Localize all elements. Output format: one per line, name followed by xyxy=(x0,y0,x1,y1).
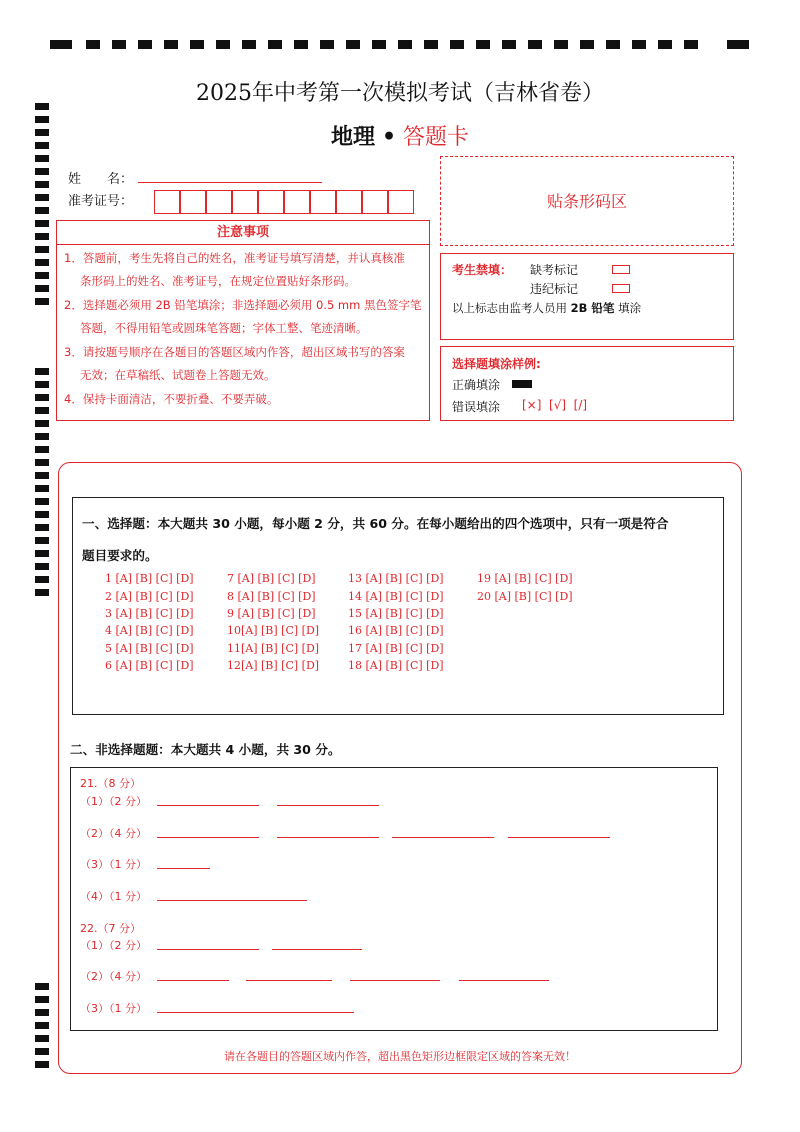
timing-mark xyxy=(35,181,49,188)
timing-mark xyxy=(35,368,49,375)
timing-mark xyxy=(35,394,49,401)
q22-part-label: （1）（2 分） xyxy=(80,939,147,952)
forbidden-note-prefix: 以上标志由监考人员用 xyxy=(452,301,567,315)
timing-mark xyxy=(35,194,49,201)
timing-mark xyxy=(35,983,49,990)
id-digit-cell[interactable] xyxy=(258,190,284,214)
timing-mark xyxy=(35,511,49,518)
wrong-fill-label: 错误填涂 xyxy=(452,400,501,414)
id-digit-cell[interactable] xyxy=(388,190,414,214)
answer-blank[interactable] xyxy=(157,805,259,806)
answer-blank[interactable] xyxy=(392,837,494,838)
mc-question-row[interactable]: 15 [A] [B] [C] [D] xyxy=(348,607,444,620)
timing-mark xyxy=(35,498,49,505)
timing-mark xyxy=(35,298,49,305)
sample-title: 选择题填涂样例: xyxy=(452,357,541,371)
name-field[interactable] xyxy=(138,182,322,183)
timing-mark xyxy=(346,40,360,49)
timing-mark xyxy=(50,40,72,49)
card-label: 答题卡 xyxy=(403,125,470,150)
mc-question-row[interactable]: 11[A] [B] [C] [D] xyxy=(227,642,320,655)
notice-title: 注意事项 xyxy=(57,221,429,245)
timing-mark xyxy=(35,1009,49,1016)
timing-mark xyxy=(35,1035,49,1042)
answer-blank[interactable] xyxy=(350,980,440,981)
answer-blank[interactable] xyxy=(459,980,549,981)
q21-part-label: （4）（1 分） xyxy=(80,890,147,903)
timing-mark xyxy=(35,996,49,1003)
notice-line: 1．答题前，考生先将自己的姓名，准考证号填写清楚，并认真核准 xyxy=(64,251,405,265)
free-response-box xyxy=(70,767,718,1031)
q22-label: 22.（7 分） xyxy=(80,922,141,935)
timing-mark xyxy=(554,40,568,49)
mc-question-row[interactable]: 6 [A] [B] [C] [D] xyxy=(105,659,194,672)
mc-question-row[interactable]: 13 [A] [B] [C] [D] xyxy=(348,572,444,585)
subject-label: 地理 xyxy=(330,124,375,150)
name-label: 姓 名： xyxy=(68,172,134,187)
notice-line: 3．请按题号顺序在各题目的答题区域内作答，超出区域书写的答案 xyxy=(64,345,405,359)
mc-heading-line2: 题目要求的。 xyxy=(82,548,158,563)
mc-question-row[interactable]: 12[A] [B] [C] [D] xyxy=(227,659,320,672)
timing-mark xyxy=(580,40,594,49)
q22-part-label: （3）（1 分） xyxy=(80,1002,147,1015)
timing-mark xyxy=(502,40,516,49)
timing-mark xyxy=(658,40,672,49)
card-title xyxy=(0,120,800,151)
timing-mark xyxy=(268,40,282,49)
violation-mark-box[interactable] xyxy=(612,284,630,293)
mc-question-row[interactable]: 20 [A] [B] [C] [D] xyxy=(477,590,573,603)
violation-label: 违纪标记 xyxy=(530,282,579,296)
id-digit-cell[interactable] xyxy=(310,190,336,214)
mc-question-row[interactable]: 14 [A] [B] [C] [D] xyxy=(348,590,444,603)
mc-question-row[interactable]: 3 [A] [B] [C] [D] xyxy=(105,607,194,620)
timing-mark xyxy=(35,246,49,253)
mc-question-row[interactable]: 1 [A] [B] [C] [D] xyxy=(105,572,194,585)
answer-blank[interactable] xyxy=(157,837,259,838)
title-dot: • xyxy=(381,124,397,150)
mc-question-row[interactable]: 18 [A] [B] [C] [D] xyxy=(348,659,444,672)
mc-question-row[interactable]: 9 [A] [B] [C] [D] xyxy=(227,607,316,620)
timing-mark xyxy=(294,40,308,49)
timing-mark xyxy=(35,537,49,544)
timing-mark xyxy=(35,155,49,162)
notice-line: 无效；在草稿纸、试题卷上答题无效。 xyxy=(80,368,276,382)
timing-mark xyxy=(35,563,49,570)
answer-blank[interactable] xyxy=(277,805,379,806)
notice-line: 答题，不得用铅笔或圆珠笔答题；字体工整、笔迹清晰。 xyxy=(80,321,368,335)
absent-mark-box[interactable] xyxy=(612,265,630,274)
mc-question-row[interactable]: 17 [A] [B] [C] [D] xyxy=(348,642,444,655)
answer-blank[interactable] xyxy=(157,980,229,981)
timing-mark xyxy=(138,40,152,49)
timing-mark xyxy=(684,40,698,49)
mc-question-row[interactable]: 2 [A] [B] [C] [D] xyxy=(105,590,194,603)
id-label: 准考证号： xyxy=(68,194,134,209)
mc-question-row[interactable]: 19 [A] [B] [C] [D] xyxy=(477,572,573,585)
timing-mark xyxy=(190,40,204,49)
mc-question-row[interactable]: 8 [A] [B] [C] [D] xyxy=(227,590,316,603)
timing-mark xyxy=(606,40,620,49)
footer-warning: 请在各题目的答题区域内作答，超出黑色矩形边框限定区域的答案无效！ xyxy=(224,1050,576,1063)
answer-blank[interactable] xyxy=(508,837,610,838)
timing-mark xyxy=(35,207,49,214)
answer-blank[interactable] xyxy=(157,868,210,869)
notice-line: 2．选择题必须用 2B 铅笔填涂；非选择题必须用 0.5 mm 黑色签字笔 xyxy=(64,298,422,312)
timing-mark xyxy=(35,472,49,479)
timing-mark xyxy=(216,40,230,49)
answer-blank[interactable] xyxy=(272,949,362,950)
answer-blank[interactable] xyxy=(246,980,332,981)
timing-mark xyxy=(450,40,464,49)
correct-fill-label: 正确填涂 xyxy=(452,378,501,392)
timing-mark xyxy=(35,220,49,227)
timing-mark xyxy=(86,40,100,49)
mc-question-row[interactable]: 4 [A] [B] [C] [D] xyxy=(105,624,194,637)
timing-mark xyxy=(320,40,334,49)
timing-mark xyxy=(35,272,49,279)
forbidden-note-suffix: 填涂 xyxy=(618,301,642,315)
answer-blank[interactable] xyxy=(157,900,307,901)
timing-mark xyxy=(632,40,646,49)
timing-mark xyxy=(35,233,49,240)
mc-question-row[interactable]: 10[A] [B] [C] [D] xyxy=(227,624,320,637)
exam-title: 2025年中考第一次模拟考试（吉林省卷） xyxy=(196,81,604,106)
forbidden-note xyxy=(452,300,641,316)
timing-mark xyxy=(35,259,49,266)
timing-mark xyxy=(424,40,438,49)
barcode-area xyxy=(440,156,734,246)
q21-part-label: （3）（1 分） xyxy=(80,858,147,871)
q21-part-label: （1）（2 分） xyxy=(80,795,147,808)
timing-mark xyxy=(476,40,490,49)
mc-question-row[interactable]: 16 [A] [B] [C] [D] xyxy=(348,624,444,637)
timing-mark xyxy=(35,524,49,531)
timing-mark xyxy=(727,40,749,49)
timing-mark xyxy=(164,40,178,49)
timing-mark xyxy=(35,407,49,414)
timing-mark xyxy=(398,40,412,49)
id-digit-cell[interactable] xyxy=(232,190,258,214)
absent-label: 缺考标记 xyxy=(530,263,579,277)
mc-question-row[interactable]: 7 [A] [B] [C] [D] xyxy=(227,572,316,585)
answer-blank[interactable] xyxy=(277,837,379,838)
mc-heading-line1: 一、选择题：本大题共 30 小题，每小题 2 分，共 60 分。在每小题给出的四个选项中，只有一项是符合 xyxy=(82,516,669,531)
forbidden-title: 考生禁填： xyxy=(452,263,513,277)
timing-mark xyxy=(35,576,49,583)
answer-blank[interactable] xyxy=(157,1012,354,1013)
timing-mark xyxy=(35,285,49,292)
forbidden-note-pencil: 2B 铅笔 xyxy=(570,301,615,315)
answer-blank[interactable] xyxy=(157,949,259,950)
id-digit-cell[interactable] xyxy=(206,190,232,214)
timing-mark xyxy=(35,433,49,440)
timing-mark xyxy=(35,485,49,492)
timing-mark xyxy=(35,446,49,453)
timing-mark xyxy=(112,40,126,49)
timing-mark xyxy=(528,40,542,49)
mc-question-row[interactable]: 5 [A] [B] [C] [D] xyxy=(105,642,194,655)
q21-label: 21.（8 分） xyxy=(80,777,141,790)
timing-mark xyxy=(35,459,49,466)
barcode-area-label: 贴条形码区 xyxy=(546,192,627,211)
timing-mark xyxy=(35,168,49,175)
q21-part-label: （2）（4 分） xyxy=(80,827,147,840)
correct-fill-sample xyxy=(512,380,532,388)
timing-mark xyxy=(35,381,49,388)
id-digit-cell[interactable] xyxy=(180,190,206,214)
notice-line: 条形码上的姓名、准考证号，在规定位置贴好条形码。 xyxy=(80,274,356,288)
timing-mark xyxy=(372,40,386,49)
id-digit-cell[interactable] xyxy=(336,190,362,214)
timing-mark xyxy=(35,550,49,557)
q22-part-label: （2）（4 分） xyxy=(80,970,147,983)
timing-mark xyxy=(35,1022,49,1029)
notice-line: 4．保持卡面清洁，不要折叠、不要弄破。 xyxy=(64,392,279,406)
timing-mark xyxy=(35,420,49,427)
id-digit-cell[interactable] xyxy=(154,190,180,214)
timing-mark xyxy=(242,40,256,49)
timing-mark xyxy=(35,589,49,596)
id-digit-cell[interactable] xyxy=(284,190,310,214)
wrong-fill-samples: [×] [√] [/] xyxy=(522,398,588,412)
id-digit-cell[interactable] xyxy=(362,190,388,214)
free-response-heading: 二、非选择题题：本大题共 4 小题，共 30 分。 xyxy=(70,742,341,757)
